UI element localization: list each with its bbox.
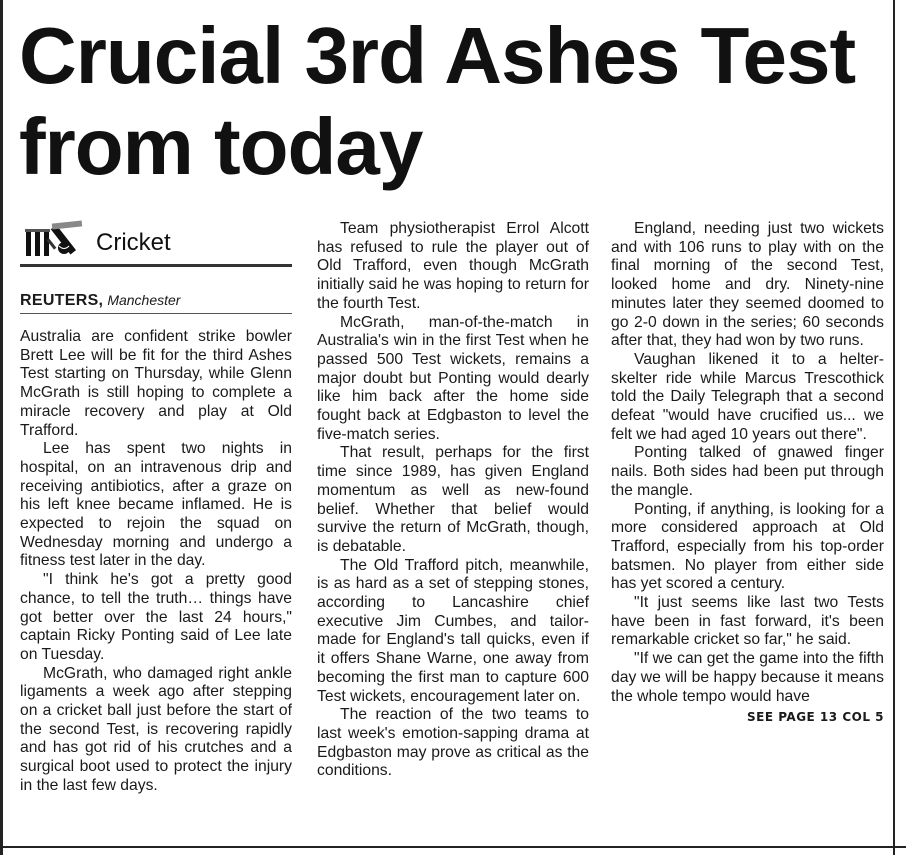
continuation-jump-line: SEE PAGE 13 COL 5 — [747, 710, 884, 725]
section-rule — [20, 264, 292, 267]
paragraph: That result, perhaps for the first time since 1989, has given England momentum as well as new-found belief. Whether that belief would survive the return of McGrath, though, is debatable. — [317, 444, 589, 555]
bottom-rule — [0, 846, 906, 848]
article-column-2 — [317, 220, 589, 781]
section-label: Cricket — [96, 229, 171, 256]
paragraph: "I think he's got a pretty good chance, to tell the truth… things have got better over the last 24 hours," captain Ricky Ponting said of Lee late on Tuesday. — [20, 571, 292, 663]
byline-place: Manchester — [107, 292, 181, 308]
byline — [20, 291, 292, 309]
headline-line-1: Crucial 3rd Ashes Test — [19, 11, 856, 100]
paragraph: England, needing just two wickets and with 106 runs to play with on the final morning of the second Test, looked home and dry. Ninety-nine minutes later they seemed doomed to go 2-0 down in the series; 60 seconds after that, they had won by two runs. — [611, 220, 884, 350]
headline — [19, 10, 899, 192]
paragraph: Vaughan likened it to a helter-skelter ride while Marcus Trescothick told the Daily Telegraph that a second defeat "would have crucified us... we felt we had aged 10 years out there". — [611, 350, 884, 443]
paragraph: The reaction of the two teams to last week's emotion-sapping drama at Edgbaston may prove as critical as the conditions. — [317, 706, 589, 780]
byline-agency: REUTERS, — [20, 292, 104, 309]
article-column-1 — [20, 220, 292, 796]
paragraph: Australia are confident strike bowler Brett Lee will be fit for the third Ashes Test starting on Thursday, while Glenn McGrath is still hoping to complete a miracle recovery and play at Old Trafford. — [20, 328, 292, 439]
paragraph: McGrath, who damaged right ankle ligaments a week ago after stepping on a cricket ball just before the start of the second Test, is recovering rapidly and has got rid of his crutches and a surgical boot used to protect the injury in the last few days. — [20, 664, 292, 794]
paragraph: Ponting talked of gnawed finger nails. Both sides had been put through the mangle. — [611, 444, 884, 499]
paragraph: Team physiotherapist Errol Alcott has refused to rule the player out of Old Trafford, even though McGrath initially said he was hoping to return for the fourth Test. — [317, 220, 589, 312]
paragraph: Lee has spent two nights in hospital, on an intravenous drip and receiving antibiotics, after a graze on his left knee became inflamed. He is expected to rejoin the squad on Wednesday morning and undergo a fitness test later in the day. — [20, 440, 292, 570]
paragraph: McGrath, man-of-the-match in Australia's win in the first Test when he passed 500 Test wickets, remains a major doubt but Ponting would dearly like him back after the home side fought back at Edgbaston to level the five-match series. — [317, 313, 589, 443]
section-kicker — [20, 220, 292, 264]
paragraph: "It just seems like last two Tests have been in fast forward, it's been remarkable cricket so far," he said. — [611, 594, 884, 649]
paragraph: The Old Trafford pitch, meanwhile, is as hard as a set of stepping stones, according to Lancashire chief executive Jim Cumbes, and tailor-made for England's tall quicks, even if it offers Shane Warne, one away from becoming the first man to capture 600 Test wickets, encouragement later on. — [317, 556, 589, 705]
headline-line-2: from today — [19, 102, 423, 191]
paragraph: Ponting, if anything, is looking for a more considered approach at Old Trafford, especially from his top-order batsmen. No player from either side has yet scored a century. — [611, 500, 884, 593]
cricket-bat-ball-icon — [20, 220, 92, 258]
paragraph: "If we can get the game into the fifth day we will be happy because it means the whole tempo would have — [611, 650, 884, 705]
left-column-rule — [0, 0, 3, 855]
article-column-3 — [611, 220, 884, 727]
byline-rule — [20, 313, 292, 314]
